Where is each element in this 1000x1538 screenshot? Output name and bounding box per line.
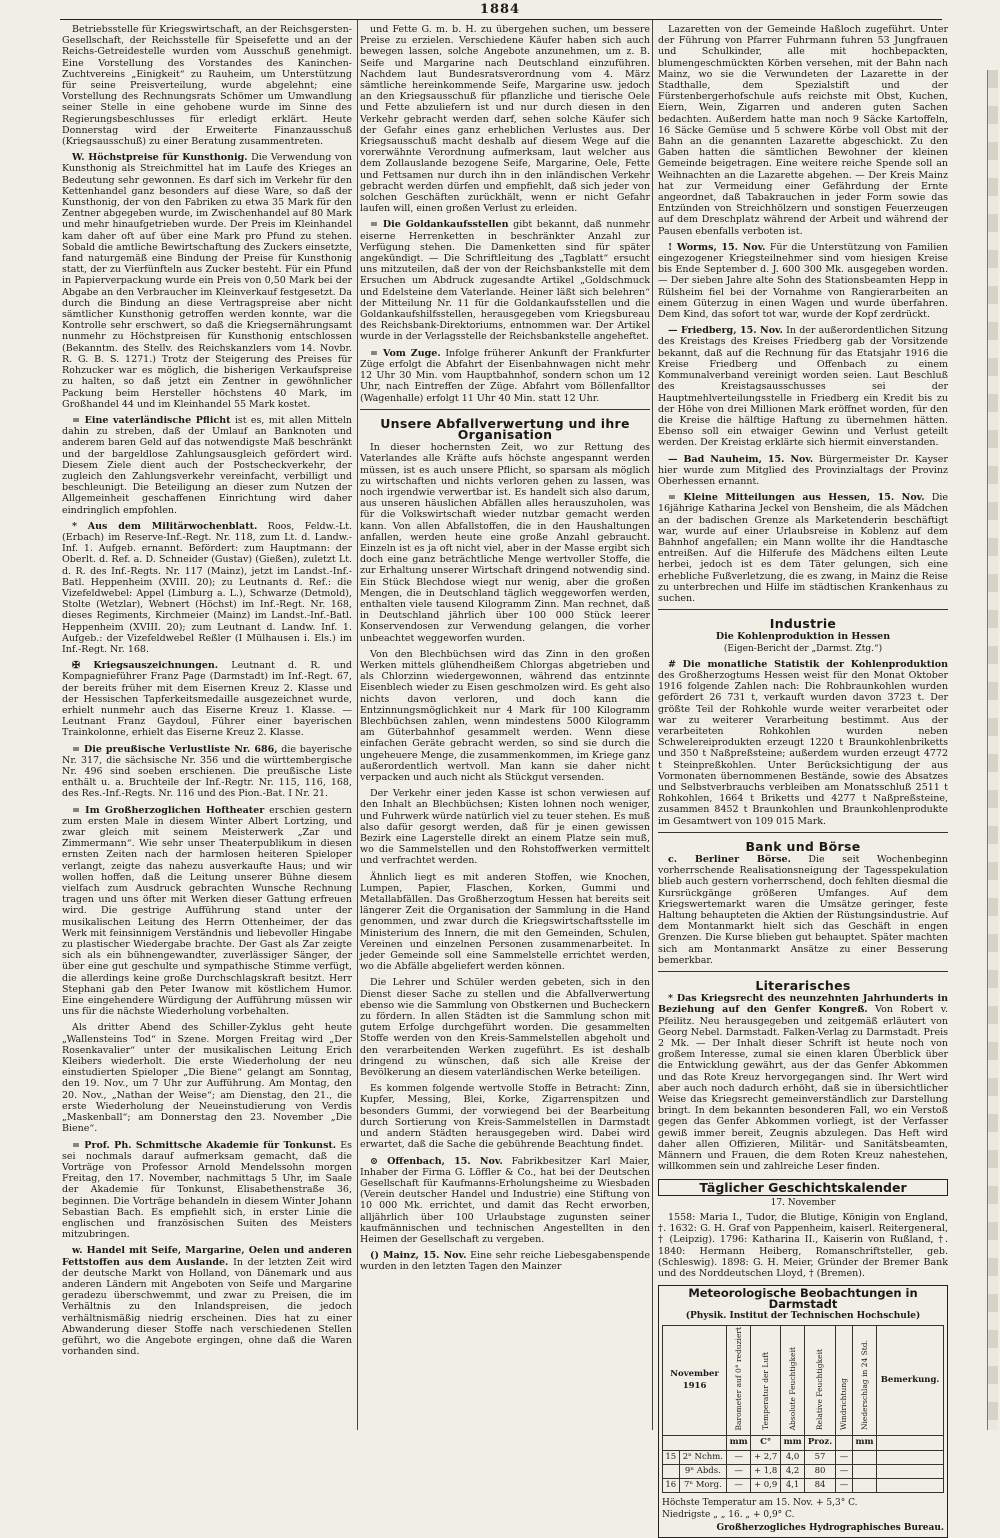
article-paragraph [360,24,650,214]
article-text: Die 16jährige Katharina Jeckel von Bensheim, die als Mädchen an der badischen Grenze als Marketenderin beschäftigt war, wurde auf einer Urlaubsreise in Koblenz auf dem Bahnhof angefallen; ein Mann wollte ihr die Handtasche entreißen. Auf die Hilferufe des Mädchens eilten Leute herbei, jedoch ist es dem Täter gelungen, sich eine erhebliche Fußverletzung, die es zwang, in Mainz die Reise zu unterbrechen und Hilfe im städtischen Krankenhaus zu suchen. [658,492,948,604]
header-rule [60,19,942,20]
weather-cell-day: 15 [663,1450,680,1464]
article-text: Infolge früherer Ankunft der Frankfurter Züge erfolgt die Abfahrt der Eisenbahnwagen nicht mehr 12 Uhr 30 Min. vom Hauptbahnhof, sondern schon um 12 Uhr, nach Eintreffen der Züge. Abfahrt vom Böllenfalltor (Wagenhalle) erfolgt 11 Uhr 40 Min. statt 12 Uhr. [360,347,650,404]
article-lead: () Mainz, 15. Nov. [370,1250,467,1262]
weather-cell-time: 7ⁿ Morg. [679,1479,727,1493]
article-lead: = Im Großherzoglichen Hoftheater [72,804,265,816]
section-source: (Eigen-Bericht der „Darmst. Ztg.“) [723,643,883,654]
weather-cell-day [663,1464,680,1478]
weather-cell-temp: + 0,9 [751,1479,781,1493]
article-paragraph [658,325,948,448]
weather-max: Höchste Temperatur am 15. Nov. + 5,3° C. [662,1498,858,1509]
article-lead: ✠ Kriegsauszeichnungen. [72,660,219,672]
article-paragraph [658,24,948,237]
article-paragraph [360,1250,650,1272]
section-rule [658,971,948,972]
weather-row [663,1450,944,1464]
article-paragraph [62,152,352,410]
article-lead: # Die monatliche Statistik der Kohlenproduktion [668,658,948,670]
weather-row [663,1479,944,1493]
article-text: Als dritter Abend des Schiller-Zyklus geht heute „Wallensteins Tod“ in Szene. Morgen Freitag wird „Der Rosenkavalier“ unter der musikalischen Leitung Erich Kleibers wiederholt. Die erste Wiederholung der neu einstudierten Spieloper „Die Biene“ gelangt am Sonntag, den 19. Nov., um 7 Uhr zur Aufführung. Am Montag, den 20. Nov., „Nathan der Weise“; am Dienstag, den 21., die erste Wiederholung der Neueinstudierung von Verdis „Maskenball“; am Donnerstag den 23. November „Die Biene“. [62,1022,352,1135]
article-text: und Fette G. m. b. H. zu übergehen suchen, um bessere Preise zu erzielen. Verschiedene Käufer haben sich auch bewegen lassen, solche Angebote anzunehmen, um z. B. Seife und Margarine nach Deutschland einzuführen. Nachdem laut Bundesratsverordnung vom 4. März sämtliche hereinkommende Seife, Margarine usw. jedoch an den Kriegsausschuß für pflanzliche und tierische Oele und Fette abzuliefern ist und nur durch diesen in den Verkehr gebracht werden darf, sehen solche Käufer sich der Gefahr eines ganz erheblichen Verlustes aus. Der Kriegsausschuß macht deshalb auf diesem Wege auf die vorerwähnte Verordnung aufmerksam, laut welcher aus dem Zollauslande bezogene Seife, Margarine, Oele, Fette und Fettsamen nur durch ihn in den inländischen Verkehr gebracht werden dürfen und empfiehlt, daß sich jeder von solchen Geschäften zurückhält, wenn er nicht Gefahr laufen will, einen großen Verlust zu erleiden. [360,24,650,215]
article-lead: = Eine vaterländische Pflicht [72,414,231,426]
weather-header-remark: Bemerkung. [877,1325,944,1436]
unit-mm: mm [781,1436,805,1450]
article-paragraph [360,442,650,644]
weather-footer: Großherzogliches Hydrographisches Bureau. [716,1523,944,1534]
weather-title: Meteorologische Beobachtungen in Darmstadt [688,1286,918,1312]
article-paragraph [658,242,948,320]
article-paragraph [658,1212,948,1279]
weather-header-month: November 1916 [663,1325,727,1436]
article-lead: = Die Goldankaufsstellen [370,219,509,231]
article-lead: c. Berliner Börse. [668,854,791,866]
unit-percent: Proz. [805,1436,836,1450]
article-text: die bayerische Nr. 317, die sächsische Nr. 356 und die württembergische Nr. 496 sind soeben erschienen. Die preußische Liste enthält u. a. Bruchteile der Inf.-Regtr. Nr. 115, 116, 168, des Res.-Inf.-Regts. Nr. 116 und des Pion.-Bat. I Nr. 21. [62,743,352,800]
article-lead: = Prof. Ph. Schmittsche Akademie für Tonkunst. [72,1139,337,1151]
article-paragraph [360,872,650,973]
column-rule-1 [357,20,358,1430]
article-text: Der Verkehr einer jeden Kasse ist schon verwiesen auf den Inhalt an Blechbüchsen; Kisten lohnen noch weniger, und Fuhrwerk würde natürlich viel zu teuer stehen. Es muß also dafür gesorgt werden, daß für je einen gewissen Bezirk eine Lagerstelle direkt an einem Platze sein muß, wo die Sammelstellen und den Rohstoffwerken vermittelt und verfrachtet werden. [360,788,650,867]
article-text: gibt bekannt, daß nunmehr eiserne Herrenketten in beschränkter Anzahl zur Verfügung stehen. Die Damenketten sind für später angekündigt. — Die Schriftleitung des „Tagblatt“ ersucht uns mitzuteilen, daß der von der Reichsbankstelle mit dem Ersuchen um Abdruck zugesandte Artikel „Goldschmuck und Edelsteine dem Vaterlande. Heiner läßt sich belehren“ der Mitteilung Nr. 11 für die Goldankaufsstellen und die Goldankaufshilfsstellen, herausgegeben vom Kriegsbureau des Reichsbank-Direktoriums, entnommen war. Der Artikel wurde in der Verlagsstelle der Reichsbankstelle angeheftet. [360,219,650,343]
article-text: Leutnant d. R. und Kompagnieführer Franz Page (Darmstadt) im Inf.-Regt. 67, der bereits früher mit dem Eisernen Kreuz 2. Klasse und der Hessischen Tapferkeitsmedaille ausgezeichnet wurde, erhielt nunmehr auch das Eiserne Kreuz 1. Klasse. — Leutnant Franz Gaydoul, Führer einer bayerischen Trainkolonne, erhielt das Eiserne Kreuz 2. Klasse. [62,660,352,739]
article-paragraph [360,788,650,866]
article-text: Eine sehr reiche Liebesgabenspende wurden in den letzten Tagen den Mainzer [360,1250,650,1273]
article-lead: W. Höchstpreise für Kunsthonig. [72,152,248,164]
weather-cell-time: 9ⁿ Abds. [679,1464,727,1478]
weather-cell-rel: 57 [805,1450,836,1464]
weather-cell-rain [852,1450,876,1464]
weather-cell-baro: — [727,1479,751,1493]
article-paragraph [360,1083,650,1150]
column-rule-2 [652,20,653,1430]
unit-c: C° [751,1436,781,1450]
article-paragraph [62,805,352,1018]
unit-mm: mm [727,1436,751,1450]
weather-cell-day: 16 [663,1479,680,1493]
weather-cell-wind: — [835,1464,852,1478]
weather-cell-note [877,1479,944,1493]
weather-cell-abs: 4,1 [781,1479,805,1493]
section-rule [360,409,650,410]
article-text: 1558: Maria I., Tudor, die Blutige, Königin von England, †. 1632: G. H. Graf von Pappenheim, kaiserl. Reitergeneral, † (Leipzig). 1796: Katharina II., Kaiserin von Rußland, †. 1840: Hermann Heiberg, Romanschriftsteller, geb. (Schleswig). 1898: G. H. Meier, Gründer der Bremer Bank und des Norddeutschen Lloyd, † (Bremen). [658,1211,948,1279]
article-text: Lazaretten von der Gemeinde Haßloch zugeführt. Unter der Führung von Pfarrer Fuhrmann fuhren 53 Jungfrauen und Schulkinder, alle mit hochbepackten, blumengeschmückten Körben versehen, mit der Bahn nach Mainz, wo sie die Verwundeten der Lazarette in der Stadthalle, dem Spezialstift und der Fürstenbergerhofschule aufs reichste mit Obst, Kuchen, Eiern, Wein, Zigarren und anderen guten Sachen bedachten. Außerdem hatte man noch 9 Säcke Kartoffeln, 16 Säcke Gemüse und 5 schwere Körbe voll Obst mit der Bahn an die genannten Lazarette abgeschickt. Zu den Gaben hatten die sämtlichen Bewohner der kleinen Gemeinde beigetragen. Eine weitere reiche Spende soll an Weihnachten an die Lazarette abgehen. — Der Kreis Mainz hat zur Vermeidung einer Gefährdung der Ernte angeordnet, daß Tabakrauchen in jeder Form sowie das Entzünden von Streichhölzern und sonstigen Feuerzeugen auf dem Dreschplatz während der Arbeit und während der Pausen ebenfalls verboten ist. [658,24,948,237]
article-text: Es sei nochmals darauf aufmerksam gemacht, daß die Vorträge von Professor Arnold Mendelssohn morgen Freitag, den 17. November, nachmittags 5 Uhr, im Saale der Akademie für Tonkunst, Elisabethenstraße 36, beginnen. Die Vorträge behandeln in diesem Winter Johann Sebastian Bach. Es empfiehlt sich, in erster Linie die englischen und französischen Suiten des Meisters mitzubringen. [62,1139,352,1241]
section-heading: Industrie [769,616,837,632]
section-rule [658,832,948,833]
column-3 [658,24,948,1534]
weather-cell-rel: 84 [805,1479,836,1493]
article-text: Roos, Feldw.-Lt. (Erbach) im Reserve-Inf.-Regt. Nr. 118, zum Lt. d. Landw.-Inf. 1. Aufgeb. ernannt. Befördert: zum Hauptmann: der Oberlt. d. Ref. a. D. Schneider (Gustav) (Gießen), zuletzt Lt. d. R. des Inf.-Regts. Nr. 117 (Mainz), jetzt im Landst.-Inf.-Batl. Heppenheim (XVIII. 20); zu Leutnants d. Ref.: die Vizefeldwebel: Appel (Limburg a. L.), Schwarze (Detmold), Stolte (Wetzlar), Webnert (Höchst) im Inf.-Regt. Nr. 168, dieses Regiments, Kirchmeier (Mainz) im Landst.-Inf.-Batl. Heppenheim (XVIII. 20); zum Leutnant d. Landw. Inf. 1. Aufgeb.: der Vizefeldwebel Reßler (I Mülhausen i. Els.) im Inf.-Regt. Nr. 168. [62,520,352,655]
weather-cell-wind: — [835,1450,852,1464]
article-paragraph [360,649,650,783]
article-lead: — Bad Nauheim, 15. Nov. [668,453,814,465]
unit-rain: mm [852,1436,876,1450]
article-lead: = Kleine Mitteilungen aus Hessen, 15. Nov. [668,492,925,504]
weather-header-rel-humidity: Relative Feuchtigkeit [805,1325,836,1436]
unit-remark [877,1436,944,1450]
weather-cell-temp: + 2,7 [751,1450,781,1464]
calendar-date: 17. November [770,1197,836,1208]
weather-header-barometer: Barometer auf 0° reduziert [727,1325,751,1436]
article-text: Die seit Wochenbeginn vorherrschende Realisationsneigung der Tagesspekulation blieb auch gestern vorherrschend, doch fehlten diesmal die Kursrückgänge größeren Umfanges. Auf dem Kriegswertemarkt waren die Umsätze geringer, feste Haltung behaupteten die Aktien der Rüstungsindustrie. Auf dem Montanmarkt hielt sich das Geschäft in engen Grenzen. Die Kurse blieben gut behauptet. Später machten sich am Montanmarkt Ansätze zu einer Besserung bemerkbar. [658,854,948,966]
article-paragraph [658,854,948,966]
weather-header-rain: Niederschlag in 24 Std. [852,1325,876,1436]
article-text: ist es, mit allen Mitteln dahin zu streben, daß der Umlauf an Banknoten und anderem baren Geld auf das notwendigste Maß beschränkt und der bargeldlose Zahlungsausgleich gefördert wird. Diesem Ziele dient auch der Postscheckverkehr, der zugleich den Zahlungsverkehr vereinfacht, verbilligt und beschleunigt. Die Beteiligung an dieser zum Nutzen der Allgemeinheit geschaffenen Einrichtung wird daher eindringlich empfohlen. [62,414,352,516]
weather-cell-abs: 4,0 [781,1450,805,1464]
weather-header-abs-humidity: Absolute Feuchtigkeit [781,1325,805,1436]
article-paragraph [658,492,948,604]
article-paragraph [360,1156,650,1246]
article-text: Es kommen folgende wertvolle Stoffe in Betracht: Zinn, Kupfer, Messing, Blei, Korke, Zigarrenspitzen und besonders Gummi, der vorwiegend bei der Bearbeitung durch Sortierung von Kreis-Sammelstellen in Darmstadt und andern Städten herausgegeben wird. Dabei wird erwartet, daß die Sache die gebührende Beachtung findet. [360,1083,650,1151]
weather-row [663,1464,944,1478]
article-lead: ! Worms, 15. Nov. [668,241,766,253]
article-lead: ⊙ Offenbach, 15. Nov. [370,1155,503,1167]
weather-box [658,1285,948,1538]
section-subheading: Die Kohlenproduktion in Hessen [715,631,891,643]
article-lead: — Friedberg, 15. Nov. [668,325,783,337]
weather-cell-rain [852,1464,876,1478]
weather-header-wind: Windrichtung [835,1325,852,1436]
weather-cell-abs: 4,2 [781,1464,805,1478]
article-paragraph [658,659,948,827]
column-1 [62,24,352,1429]
article-paragraph [62,1140,352,1241]
section-heading: Bank und Börse [745,838,861,854]
article-text: des Großherzogtums Hessen weist für den Monat Oktober 1916 folgende Zahlen nach: Die Rohbraunkohlen wurden gefördert 26 731 t, verkauft wurden davon 3723 t. Der größte Teil der Rohkohle wurde weiter verarbeitet oder war zu weiterer Verarbeitung bestimmt. Aus der verarbeiteten Rohkohlen wurden neben Schwelereiprodukten erzeugt 1220 t Braunkohlenbriketts und 350 t Naßpreßsteine; außerdem wurden erzeugt 4772 t Steinpreßkohlen. Unter Berücksichtigung der aus Vormonaten übernommenen Bestände, sowie des Absatzes und Selbstverbrauchs verbleiben am Monatsschluß 2511 t Rohkohlen, 1664 t Briketts und 4277 t Naßpreßsteine, zusammen 8452 t Braunkohlen und Braunkohlenprodukte im Gesamtwert von 109 015 Mark. [658,669,948,827]
article-paragraph [62,744,352,800]
article-text: Fabrikbesitzer Karl Maier, Inhaber der Firma G. Löffler & Co., hat bei der Deutschen Gesellschaft für Kaufmanns-Erholungsheime zu Wiesbaden (Verein deutscher Handel und Industrie) eine Stiftung von 10 000 Mk. errichtet, und damit das Recht erworben, alljährlich über 100 Urlaubstage zugunsten seiner kaufmännischen und technischen Angestellten in den Heimen der Gesellschaft zu vergeben. [360,1155,650,1245]
article-lead: = Die preußische Verlustliste Nr. 686, [72,743,278,755]
article-paragraph [360,977,650,1078]
weather-table [662,1325,944,1493]
article-paragraph [360,219,650,342]
article-lead: * Das Kriegsrecht des neunzehnten Jahrhunderts in Beziehung auf den Genfer Kongreß. [658,993,948,1016]
weather-cell-time: 2ⁿ Nchm. [679,1450,727,1464]
section-heading: Unsere Abfallverwertung und ihre Organisation [380,415,630,442]
page-edge [987,70,998,1430]
article-paragraph [62,1245,352,1357]
article-text: Von den Blechbüchsen wird das Zinn in den großen Werken mittels glühendheißem Chlorgas abgetrieben und als Chlorzinn wiedergewonnen, während das entzinnte Eisenblech wieder zu Eisen geschmolzen wird. Es geht also nichts davon verloren, und doch kann die Entzinnungsmöglichkeit nur 4 Mark für 100 Kilogramm Blechbüchsen zahlen, wenn mindestens 5000 Kilogramm am Güterbahnhof gesammelt werden. Wenn diese einfachen Geräte gebracht werden, so sind sie durch die ungeheuere Menge, die zusammenkommen, im Kriege ganz außerordentlich wertvoll. Man kann sie daher nicht verpacken und auch nicht als Stückgut versenden. [360,648,650,783]
unit-wind [835,1436,852,1450]
weather-cell-rain [852,1479,876,1493]
article-paragraph [360,348,650,404]
section-heading: Literarisches [755,978,851,994]
article-text: Bürgermeister Dr. Kayser hier wurde zum Mitglied des Provinzialtags der Provinz Oberhessen ernannt. [658,453,948,487]
weather-cell-note [877,1450,944,1464]
article-paragraph [62,24,352,147]
article-text: In der letzten Zeit wird der deutsche Markt von Holland, von Dänemark und aus anderen Ländern mit Angeboten von Seife und Margarine geradezu überschwemmt, und zwar zu Preisen, die im Verhältnis zu den Inlandspreisen, die jedoch verhältnismäßig niedrig erscheinen. Dies hat zu einer Abwanderung dieser Stoffe nach verschiedenen Stellen geführt, wo die Angebote ergingen, ohne daß die Waren vorhanden sind. [62,1256,352,1358]
article-text: Von Robert v. Pfeilitz. Neu herausgegeben und zeitgemäß erläutert von Georg Nebel. Darmstadt. Falken-Verlag zu Darmstadt. Preis 2 Mk. — Der Inhalt dieser Schrift ist heute noch von großem Interesse, zumal sie einen klaren Überblick über die Entwicklung gewährt, aus der das Genfer Abkommen und das Rote Kreuz hervorgegangen sind. Ihr Wert wird aber auch noch dadurch erhöht, daß sie in übersichtlicher Weise das Kriegsrecht gemeinverständlich zur Darstellung bringt. In dem bekannten besonderen Fall, wo ein Verstoß gegen das Genfer Abkommen vorliegt, ist der Verfasser gewiß immer bereit, Zeugnis abzulegen. Das Heft wird daher allen Offizieren, Militär- und Sanitätsbeamten, Männern und Frauen, die dem Roten Kreuz nahestehen, willkommen sein und zahlreiche Leser finden. [658,1004,948,1173]
article-paragraph [62,415,352,516]
weather-cell-note [877,1464,944,1478]
article-text: Die Lehrer und Schüler werden gebeten, sich in den Dienst dieser Sache zu stellen und die Abfallverwertung ebenso wie die Sammlung von Obstkernen und Bucheckern zu fördern. In allen Städten ist die Sammlung schon mit gutem Erfolge durchgeführt worden. Die gesammelten Stoffe werden von den Kreis-Sammelstellen abgeholt und den verarbeitenden Werken zugeführt. Es ist deshalb dringend zu wünschen, daß sich alle Kreise der Bevölkerung an diesem vaterländischen Werke beteiligen. [360,977,650,1079]
weather-min: Niedrigste „ „ 16. „ + 0,9° C. [662,1510,795,1521]
article-paragraph [62,1022,352,1134]
page-number: 1884 [479,2,521,17]
weather-cell-rel: 80 [805,1464,836,1478]
article-paragraph [658,993,948,1172]
weather-subtitle: (Physik. Institut der Technischen Hochschule) [685,1310,921,1321]
article-paragraph [658,454,948,488]
article-text: Die Verwendung von Kunsthonig als Streichmittel hat im Laufe des Krieges an Bedeutung sehr gewonnen. Es darf sich im Verkehr für den Kettenhandel ganz besonders auf diese Ware, so daß der Kunsthonig, der von den Fabriken zu etwa 35 Mark für den Zentner abgegeben wurde, im Zwischenhandel auf 80 Mark und mehr hinaufgetrieben wurde. Der Preis im Kleinhandel kam daher oft auf über eine Mark pro Pfund zu stehen. Sobald die amtliche Bewirtschaftung des Zuckers einsetzte, fand naturgemäß eine Bindung der Preise für Kunsthonig statt, der zu Vierfünfteln aus Zucker besteht. Für ein Pfund in Papierverpackung wurde ein Preis von 0,50 Mark bei der Abgabe an den Verbraucher im Kleinverkauf festgesetzt. Da durch die Bindung an diese Vertragspreise aber nicht sämtlicher Kunsthonig getroffen werden konnte, war die Kontrolle sehr erschwert, so daß die Kriegsernährungsamt nunmehr zu Höchstpreisen für Kunsthonig entschlossen (Bekanntm. des Stellv. des Reichskanzlers vom 14. Novbr. R. G. B. S. 1271.) Trotz der Steigerung des Preises für Rohzucker war es möglich, die bisherigen Verkaufspreise zu halten, so daß jetzt ein Zentner in gewöhnlicher Packung beim Hersteller höchstens 40 Mark, im Großhandel 44 und im Kleinhandel 55 Mark kostet. [62,152,352,410]
section-rule [658,609,948,610]
column-2 [360,24,650,1429]
weather-header-temperature: Temperatur der Luft [751,1325,781,1436]
article-lead: * Aus dem Militärwochenblatt. [72,520,258,532]
weather-extremes [662,1497,944,1521]
article-text: Betriebsstelle für Kriegswirtschaft, an der Reichsgersten-Gesellschaft, der Reichsstelle für Speisefette und an der Reichs-Getreidestelle wurden vom Ausschuß genehmigt. Eine Vorstellung des Vorstandes des Kaninchen-Zuchtvereins „Einigkeit“ zu Rauheim, um Unterstützung für seine Preisverteilung, wurde abgelehnt; eine Vorstellung des Rechnungsrats Schömer um Umwandlung seiner Stelle in eine gehobene wurde im Sinne des Regierungsbeschlusses für erledigt erklärt. Heute Donnerstag wird der Erweiterte Finanzausschuß (Kriegsausschuß) zu einer Beratung zusammentreten. [62,24,352,148]
article-text: Für die Unterstützung von Familien eingezogener Kriegsteilnehmer sind vom hiesigen Kreise bis Ende September d. J. 600 300 Mk. ausgegeben worden. — Der sieben Jahre alte Sohn des Stationsbeamten Hepp in Rülsheim fiel bei der Vornahme von Rangierarbeiten an einem Güterzug in einen Wagen und wurde überfahren. Dem Kind, das sofort tot war, wurde der Kopf zerdrückt. [658,241,948,321]
article-paragraph [62,521,352,655]
article-lead: = Vom Zuge. [370,347,441,359]
article-text: erschien gestern zum ersten Male in diesem Winter Albert Lortzing, und zwar gleich mit seinem Meisterwerk „Zar und Zimmermann“. Wie sehr unser Theaterpublikum in diesen ernsten Zeiten nach der harmlosen heiteren Spieloper verlangt, zeigte das nahezu ausverkaufte Haus; und wir wollen hoffen, daß die Leitung unserer Bühne diesem vielfach zum Ausdruck gebrachten Wunsche Rechnung tragen und uns öfter mit Werken dieser Gattung erfreuen wird. Die gestrige Aufführung stand unter der musikalischen Leitung des Herrn Ottenheimer, der das Werk mit feinsinnigem Verständnis und liebevoller Hingabe zu plastischer Wiedergabe brachte. Der Gast als Zar zeigte sich als ein bühnengewandter, zuverlässiger Sänger, der über eine gut geschulte und sympathische Stimme verfügt, die allerdings keine große Durchschlagskraft besitzt. Herr Stephani gab den Peter Iwanow mit köstlichem Humor. Eine eingehendere Würdigung der Aufführung müssen wir uns für die nächste Wiederholung vorbehalten. [62,804,352,1018]
calendar-heading: Täglicher Geschichtskalender [658,1179,948,1196]
article-paragraph [62,660,352,738]
weather-cell-baro: — [727,1450,751,1464]
weather-cell-temp: + 1,8 [751,1464,781,1478]
weather-cell-baro: — [727,1464,751,1478]
article-text: Ähnlich liegt es mit anderen Stoffen, wie Knochen, Lumpen, Papier, Flaschen, Korken, Gummi und Metallabfällen. Das Großherzogtum Hessen hat bereits seit längerer Zeit die Organisation der Sammlung in die Hand genommen, und zwar durch die Kriegswirtschaftsstelle im Ministerium des Innern, die mit den Gemeinden, Schulen, Vereinen und einzelnen Personen zusammenarbeitet. In jeder Gemeinde soll eine Sammelstelle errichtet werden, wo die Abfälle abgeliefert werden können. [360,871,650,973]
article-text: In der außerordentlichen Sitzung des Kreistags des Kreises Friedberg gab der Vorsitzende bekannt, daß auf die Rechnung für das Etatsjahr 1916 die Kreise Friedberg und Offenbach zu einem Kommunalverband vereinigt worden seien. Laut Beschluß des Kreistagsausschusses sei der Hauptmehlverteilungsstelle in Friedberg ein Kredit bis zu der Höhe von drei Millionen Mark eröffnet worden, für den die Kreise die hälftige Haftung zu übernehmen hätten. Ebenso soll ein etwaiger Gewinn und Verlust geteilt werden. Der Kreistag erklärte sich hiermit einverstanden. [658,325,948,449]
weather-cell-wind: — [835,1479,852,1493]
article-text: In dieser hochernsten Zeit, wo zur Rettung des Vaterlandes alle Kräfte aufs höchste angespannt werden müssen, ist es auch unsere Pflicht, so sparsam als möglich zu wirtschaften und nichts verloren gehen zu lassen, was noch irgendwie verwertbar ist. Es handelt sich also darum, aus unseren häuslichen Abfällen alles herauszuholen, was für die Volkswirtschaft wieder nutzbar gemacht werden kann. Von allen Abfallstoffen, die in den Haushaltungen anfallen, werden heute eine große Anzahl gebraucht. Einzeln ist es ja oft nicht viel, aber in der Masse ergibt sich doch eine ganz beträchtliche Menge wertvoller Stoffe, die zur Erhaltung unserer Wirtschaft dringend notwendig sind. Ein Stück Blechdose wiegt nur wenig, aber die großen Mengen, die in Deutschland täglich weggeworfen werden, enthalten viele tausend Kilogramm Zinn. Man rechnet, daß in Deutschland jährlich über 100 000 Stück leerer Konservendosen zur Verwendung gelangen, die vorher unbeachtet weggeworfen wurden. [360,442,650,644]
article-lead: w. Handel mit Seife, Margarine, Oelen und anderen Fettstoffen aus dem Auslande. [62,1245,352,1268]
